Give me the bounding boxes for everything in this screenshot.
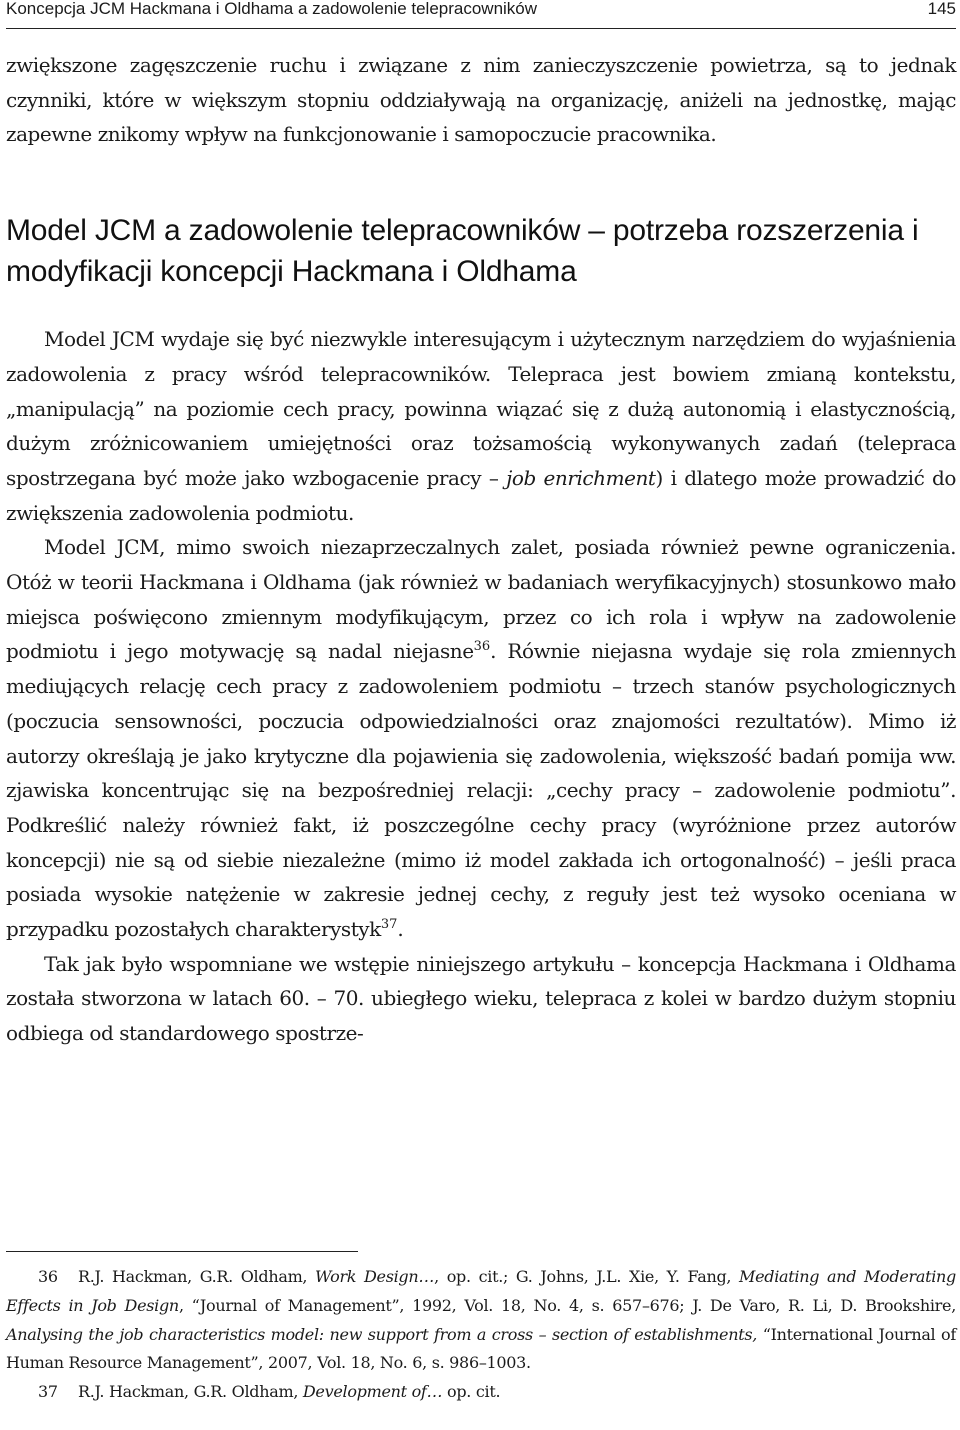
footnote-number: 36 (38, 1267, 58, 1286)
paragraph-text: . (397, 917, 404, 942)
footnote-text: , op. cit.; G. Johns, J.L. Xie, Y. Fang, (434, 1267, 739, 1286)
footnote-title: Work Design… (315, 1267, 435, 1286)
running-header (6, 0, 956, 34)
book-page (6, 0, 956, 1430)
running-title: Koncepcja JCM Hackmana i Oldhama a zadowolenie telepracowników (6, 0, 538, 18)
footnote-37 (6, 1378, 956, 1407)
footnote-ref-37[interactable]: 37 (380, 917, 398, 933)
footnote-title: Development of… (302, 1382, 443, 1402)
footnote-rule (6, 1251, 358, 1252)
footnote-ref-36[interactable]: 36 (473, 639, 491, 655)
footnote-text: R.J. Hackman, G.R. Oldham, (78, 1382, 303, 1402)
paragraph-limitations (6, 530, 956, 946)
paragraph-continued: zwiększone zagęszczenie ruchu i związane z nim zanieczyszczenie powietrza, są to jednak czynniki, które w większym stopniu oddziaływają na organizację, aniżeli na jednostkę, mając zapewne znikomy wpływ na funkcjonowanie i samopoczucie pracownika. (6, 53, 956, 147)
italic-term: job enrichment (506, 465, 656, 490)
paragraph-text: Model JCM, mimo swoich niezaprzeczalnych zalet, posiada również pewne ograniczenia. Otóż w teorii Hackmana i Oldhama (jak również w badaniach weryfikacyjnych) stosunkowo mało miejsca poświęcono zmiennym modyfikującym, przez co ich rola i wpływ na zadowolenie podmiotu i jego motywację są nadal niejasne (6, 535, 956, 664)
paragraph-history: Tak jak było wspomniane we wstępie niniejszego artykułu – koncepcja Hackmana i Oldhama została stworzona w latach 60. – 70. ubiegłego wieku, telepraca z kolei w bardzo dużym stopniu odbiega od standardowego spostrze- (6, 951, 956, 1046)
section-heading: Model JCM a zadowolenie telepracowników – potrzeba rozszerzenia i modyfikacji koncepcji Hackmana i Oldhama (6, 214, 919, 289)
footnote-text: R.J. Hackman, G.R. Oldham, (78, 1267, 316, 1286)
footnotes (6, 1263, 956, 1407)
page-number: 145 (927, 0, 956, 18)
footnote-number: 37 (38, 1382, 58, 1402)
footnote-36 (6, 1263, 956, 1378)
paragraph-text: ) i dlatego może prowadzić do zwiększenia zadowolenia podmiotu. (6, 465, 957, 525)
main-text (6, 48, 956, 1051)
footnote-title: Analysing the job characteristics model: new support from a cross – section of establishments, (6, 1324, 758, 1344)
footnote-text: op. cit. (442, 1382, 501, 1402)
footnote-text: , “Journal of Management”, 1992, Vol. 18, No. 4, s. 657–676; J. De Varo, R. Li, D. Brookshire, (178, 1295, 956, 1315)
footnote-title: Mediating and Moderating Effects in Job Design (6, 1267, 956, 1315)
paragraph-text: Model JCM wydaje się być niezwykle interesującym i użytecznym narzędziem do wyjaśnienia zadowolenia z pracy wśród telepracowników. Telepraca jest bowiem zmianą kontekstu, „manipulacją” na poziomie cech pracy, powinna wiązać się z dużą autonomią i elastycznością, dużym zróżnicowaniem umiejętności oraz tożsamością wykonywanych zadań (telepraca spostrzegana być może jako wzbogacenie pracy – (6, 327, 956, 490)
paragraph-text: . Równie niejasna wydaje się rola zmiennych mediujących relację cech pracy z zadowoleniem podmiotu – trzech stanów psychologicznych (poczucia sensowności, poczucia odpowiedzialności oraz znajomości rezultatów). Mimo iż autorzy określają je jako krytyczne dla pojawienia się zadowolenia, większość badań pomija ww. zjawiska koncentrując się na bezpośredniej relacji: „cechy pracy – zadowolenie podmiotu”. Podkreślić należy również fakt, iż poszczególne cechy pracy (wyróżnione przez autorów koncepcji) nie są od siebie niezależne (mimo iż model zakłada ich ortogonalność) – jeśli praca posiada wysokie natężenie w zakresie jednej cechy, z reguły jest też wysoko oceniana w przypadku pozostałych charakterystyk (6, 639, 956, 942)
footnote-text: “International Journal of Human Resource Management”, 2007, Vol. 18, No. 6, s. 986–1003. (6, 1324, 956, 1373)
paragraph-model-jcm (6, 322, 956, 530)
header-rule (6, 28, 956, 29)
